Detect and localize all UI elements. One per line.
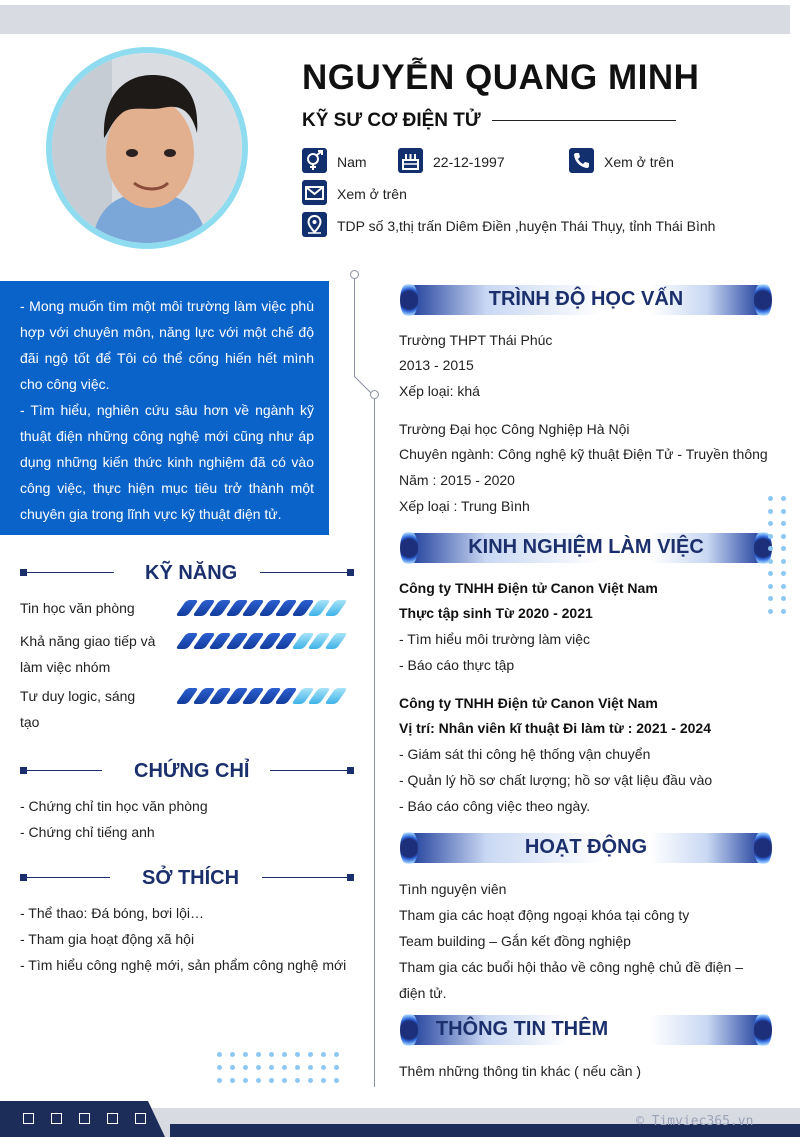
section-dot [347,874,354,881]
gender-icon [302,148,327,173]
location-pin-icon [302,212,327,237]
decor-dot [269,1078,274,1083]
decor-dot [781,496,786,501]
footer-square [135,1113,146,1124]
decor-dot [768,571,773,576]
hobby-item: - Tìm hiểu công nghệ mới, sản phẩm công nghệ mới [20,957,347,973]
activity-line: điện tử. [399,985,447,1001]
email-value: Xem ở trên [337,186,407,202]
job-role: Vị trí: Nhân viên kĩ thuật Đi làm từ : 2021 - 2024 [399,720,712,736]
decor-dot [295,1052,300,1057]
gender-value: Nam [337,154,367,170]
footer-square [79,1113,90,1124]
decor-dot [256,1078,261,1083]
education-line: Trường THPT Thái Phúc [399,332,553,348]
decor-dot [334,1052,339,1057]
decor-dot [768,546,773,551]
top-band [0,5,790,34]
job-task: - Báo cáo công việc theo ngày. [399,798,591,814]
decorative-dots [217,1052,339,1092]
section-banner [400,282,772,318]
section-banner [400,530,772,566]
footer-credit: © Timviec365.vn [636,1114,754,1129]
decor-dot [781,596,786,601]
decor-dot [217,1078,222,1083]
decor-dot [768,521,773,526]
activity-line: Tham gia các buổi hội thảo về công nghệ chủ đề điện – [399,959,744,975]
career-objective [0,281,329,535]
section-dot [347,569,354,576]
decor-dot [243,1052,248,1057]
hobbies-title: SỞ THÍCH [142,867,240,889]
decor-dot [230,1052,235,1057]
candidate-name: NGUYỄN QUANG MINH [302,58,700,97]
education-title: TRÌNH ĐỘ HỌC VẤN [488,288,684,310]
timeline-node-mid [370,390,379,399]
activity-line: Team building – Gắn kết đồng nghiệp [399,933,631,949]
decor-dot [781,609,786,614]
decor-dot [768,496,773,501]
decor-dot [768,596,773,601]
activity-line: Tham gia các hoạt động ngoại khóa tại công ty [399,907,690,923]
section-line [26,877,110,878]
decor-dot [781,584,786,589]
decor-dot [243,1065,248,1070]
job-title: KỸ SƯ CƠ ĐIỆN TỬ [302,110,481,131]
section-dot [347,767,354,774]
decor-dot [308,1065,313,1070]
skill-name-cont: làm việc nhóm [20,659,111,675]
decor-dot [230,1078,235,1083]
footer-square [107,1113,118,1124]
address-value: TDP số 3,thị trấn Diêm Điền ,huyện Thái Thụy, tỉnh Thái Bình [337,218,716,234]
job-task: - Giám sát thi công hệ thống vận chuyển [399,746,651,762]
section-line [270,770,348,771]
section-line [260,572,348,573]
job-task: - Quản lý hồ sơ chất lượng; hồ sơ vật liệu đầu vào [399,772,713,788]
education-line: 2013 - 2015 [399,357,474,373]
decor-dot [282,1052,287,1057]
experience-title: KINH NGHIỆM LÀM VIỆC [468,536,704,558]
decor-dot [282,1065,287,1070]
certificates-title: CHỨNG CHỈ [134,760,250,782]
decor-dot [295,1078,300,1083]
decor-dot [321,1065,326,1070]
decor-dot [295,1065,300,1070]
section-line [26,770,102,771]
job-task: - Báo cáo thực tập [399,657,515,673]
decor-dot [308,1078,313,1083]
decor-dot [282,1078,287,1083]
decor-dot [334,1065,339,1070]
company-name: Công ty TNHH Điện tử Canon Việt Nam [399,580,658,596]
section-banner [400,1012,772,1048]
section-line [262,877,348,878]
decor-dot [256,1052,261,1057]
decor-dot [334,1078,339,1083]
section-line [26,572,114,573]
skill-name: Khả năng giao tiếp và [20,633,156,649]
education-line: Chuyên ngành: Công nghệ kỹ thuật Điện Tử - Truyền thông [399,446,768,462]
certificate-item: - Chứng chỉ tin học văn phòng [20,798,208,814]
phone-icon [569,148,594,173]
decor-dot [768,584,773,589]
education-line: Năm : 2015 - 2020 [399,472,515,488]
decor-dot [768,509,773,514]
decor-dot [781,534,786,539]
decor-dot [243,1078,248,1083]
decor-dot [781,521,786,526]
timeline-node-top [350,270,359,279]
skill-name-cont: tạo [20,714,40,730]
skill-name: Tin học văn phòng [20,600,135,616]
birthday-value: 22-12-1997 [433,154,505,170]
company-name: Công ty TNHH Điện tử Canon Việt Nam [399,695,658,711]
timeline-line [354,279,355,377]
decor-dot [308,1052,313,1057]
footer-square [23,1113,34,1124]
certificate-item: - Chứng chỉ tiếng anh [20,824,155,840]
avatar-photo [52,53,242,243]
decor-dot [768,559,773,564]
decor-dot [217,1052,222,1057]
skill-name: Tư duy logic, sáng [20,688,136,704]
decor-dot [781,546,786,551]
decor-dot [781,509,786,514]
activity-line: Tình nguyện viên [399,881,507,897]
decor-dot [321,1052,326,1057]
phone-value: Xem ở trên [604,154,674,170]
skill-level-bar [176,633,346,649]
hobby-item: - Tham gia hoạt động xã hội [20,931,195,947]
decor-dot [768,609,773,614]
footer-square [51,1113,62,1124]
decor-dot [230,1065,235,1070]
more-info-text: Thêm những thông tin khác ( nếu cần ) [399,1063,642,1079]
job-role: Thực tập sinh Từ 2020 - 2021 [399,605,593,621]
email-icon [302,180,327,205]
decor-dot [269,1052,274,1057]
decor-dot [321,1078,326,1083]
section-banner [400,830,772,866]
birthday-cake-icon [398,148,423,173]
decor-dot [781,571,786,576]
education-line: Xếp loại: khá [399,383,480,399]
skill-level-bar [176,600,346,616]
education-line: Trường Đại học Công Nghiệp Hà Nội [399,421,630,437]
decor-dot [217,1065,222,1070]
education-line: Xếp loại : Trung Bình [399,498,530,514]
decor-dot [256,1065,261,1070]
activities-title: HOẠT ĐỘNG [524,836,648,858]
decorative-dots [768,496,792,616]
timeline-line-main [374,399,375,1087]
decor-dot [781,559,786,564]
decor-dot [768,534,773,539]
skills-title: KỸ NĂNG [145,562,238,584]
more-info-title: THÔNG TIN THÊM [435,1018,609,1040]
avatar [46,47,248,249]
objective-text: - Mong muốn tìm một môi trường làm việc phù hợp với chuyên môn, năng lực với một chế độ đãi ngộ tốt để Tôi có thể cống hiến hết mình cho công việc. - Tìm hiểu, nghiên cứu sâu hơn về ngành kỹ thuật điện những công nghệ mới cũng như áp dụng những kiến thức kinh nghiệm đã có vào công việc, thực hiện mục tiêu trở thành một chuyên gia trong lĩnh vực kỹ thuật điện tử. [20,298,314,522]
hobby-item: - Thể thao: Đá bóng, bơi lội… [20,905,205,921]
skill-level-bar [176,688,346,704]
job-task: - Tìm hiểu môi trường làm việc [399,631,591,647]
decor-dot [269,1065,274,1070]
job-title-divider [492,120,676,121]
